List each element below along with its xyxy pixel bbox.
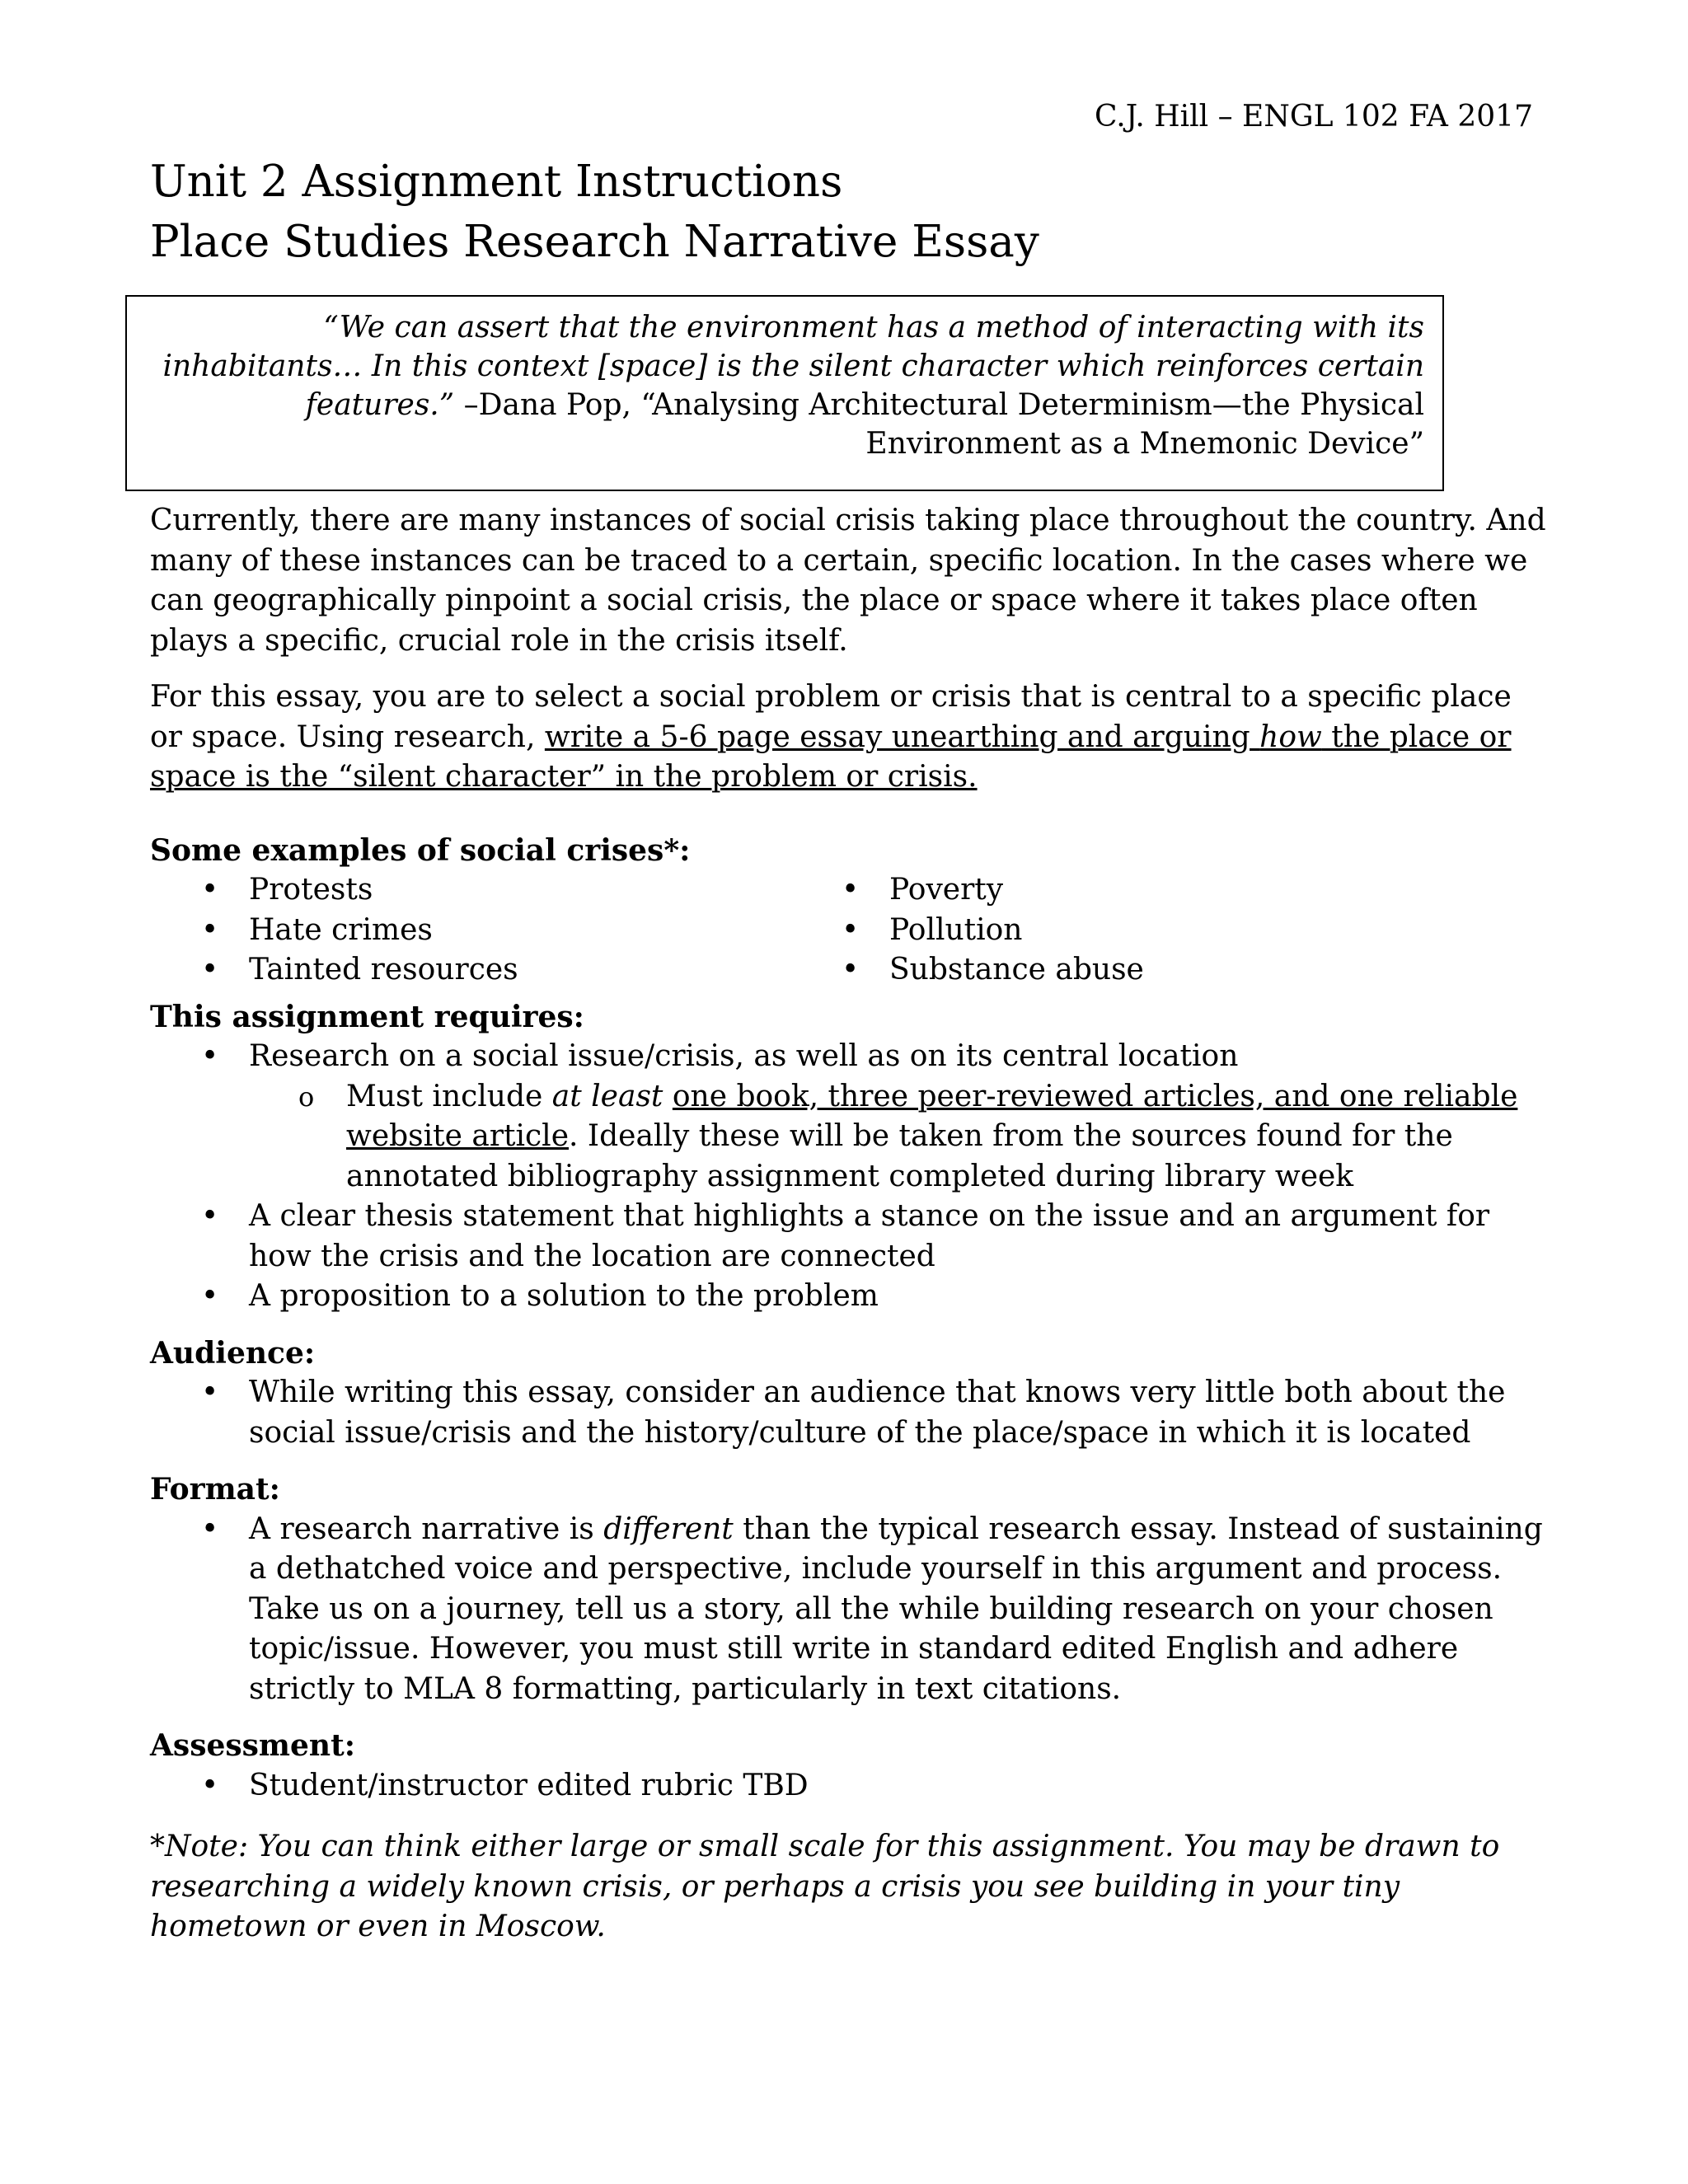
course-header: C.J. Hill – ENGL 102 FA 2017 xyxy=(1094,100,1533,134)
assessment-list xyxy=(150,1766,1551,1807)
examples-right-column xyxy=(790,870,1466,991)
format-italic: different xyxy=(603,1511,734,1546)
document-body xyxy=(150,501,1551,1947)
examples-left-column xyxy=(150,870,889,991)
sub-rest: . Ideally these will be taken from the sources found for the annotated bibliography assignment completed during library week xyxy=(346,1119,1453,1193)
requirements-heading: This assignment requires: xyxy=(150,999,584,1034)
example-item: • Tainted resources xyxy=(150,950,889,991)
footnote: *Note: You can think either large or small scale for this assignment. You may be drawn to researching a widely known crisis, or perhaps a crisis you see building in your tiny hometown or even in Moscow. xyxy=(150,1830,1500,1943)
assessment-item: • Student/instructor edited rubric TBD xyxy=(150,1766,1551,1807)
intro-paragraph-2 xyxy=(150,677,1551,798)
requirement-item-proposition: • A proposition to a solution to the problem xyxy=(150,1277,1551,1317)
example-item: • Hate crimes xyxy=(150,911,889,951)
requirement-sub-list xyxy=(249,1077,1551,1197)
requirement-item-thesis: • A clear thesis statement that highlights a stance on the issue and an argument for how the crisis and the location are connected xyxy=(150,1197,1551,1277)
quote-line-2: inhabitants… In this context [space] is the silent character which reinforces certain xyxy=(162,349,1424,383)
requirement-item-research xyxy=(150,1037,1551,1197)
examples-list xyxy=(150,870,1551,991)
format-heading: Format: xyxy=(150,1472,280,1507)
quote-line-4: Environment as a Mnemonic Device” xyxy=(865,427,1424,461)
p2-underline-a: write a 5-6 page essay unearthing and arguing xyxy=(544,719,1260,754)
example-item: • Pollution xyxy=(790,911,1466,951)
sub-start: Must include xyxy=(346,1079,552,1113)
examples-heading: Some examples of social crises*: xyxy=(150,832,691,868)
example-item: • Protests xyxy=(150,870,889,911)
p2-start: For this essay, you are to select a social problem or crisis that is central to a specific place or space. Using research, xyxy=(150,680,1512,754)
format-rest: than the typical research essay. Instead of sustaining a dethatched voice and perspective, include yourself in this argument and process. Take us on a journey, tell us a story, all the while building research on your chosen topic/issue. However, you must still write in standard edited English and adhere strictly to MLA 8 formatting, particularly in text citations. xyxy=(249,1511,1543,1706)
page-title xyxy=(150,152,1039,272)
format-start: A research narrative is xyxy=(249,1511,604,1546)
title-line-2: Place Studies Research Narrative Essay xyxy=(150,217,1039,267)
format-item xyxy=(150,1510,1551,1710)
quote-line-3-italic: features.” xyxy=(305,388,455,422)
example-item: • Substance abuse xyxy=(790,950,1466,991)
title-line-1: Unit 2 Assignment Instructions xyxy=(150,157,843,207)
quote-line-3 xyxy=(127,386,1424,424)
audience-item: • While writing this essay, consider an audience that knows very little both about the social issue/crisis and the history/culture of the place/space in which it is located xyxy=(150,1373,1551,1453)
epigraph-box xyxy=(125,295,1444,491)
sub-underline: one book, three peer-reviewed articles, and one reliable website article xyxy=(346,1079,1518,1153)
intro-paragraph-1: Currently, there are many instances of social crisis taking place throughout the country. And many of these instances can be traced to a certain, specific location. In the cases where we can geographically pinpoint a social crisis, the place or space where it takes place often plays a specific, crucial role in the crisis itself. xyxy=(150,504,1546,658)
example-item: • Poverty xyxy=(790,870,1466,911)
requirement-research-text: Research on a social issue/crisis, as well as on its central location xyxy=(249,1039,1239,1073)
requirement-sub-item xyxy=(249,1077,1551,1197)
sub-italic: at least xyxy=(551,1079,663,1113)
p2-underline-how: how xyxy=(1259,719,1322,754)
audience-list xyxy=(150,1373,1551,1453)
p2-underline-b: the place or space is the “silent character” in the problem or crisis. xyxy=(150,719,1512,794)
requirements-list xyxy=(150,1037,1551,1317)
quote-attribution: –Dana Pop, “Analysing Architectural Determinism—the Physical xyxy=(454,388,1424,422)
audience-heading: Audience: xyxy=(150,1335,316,1371)
format-list xyxy=(150,1510,1551,1710)
quote-line-1: “We can assert that the environment has a method of interacting with its xyxy=(323,311,1424,344)
assessment-heading: Assessment: xyxy=(150,1728,355,1763)
